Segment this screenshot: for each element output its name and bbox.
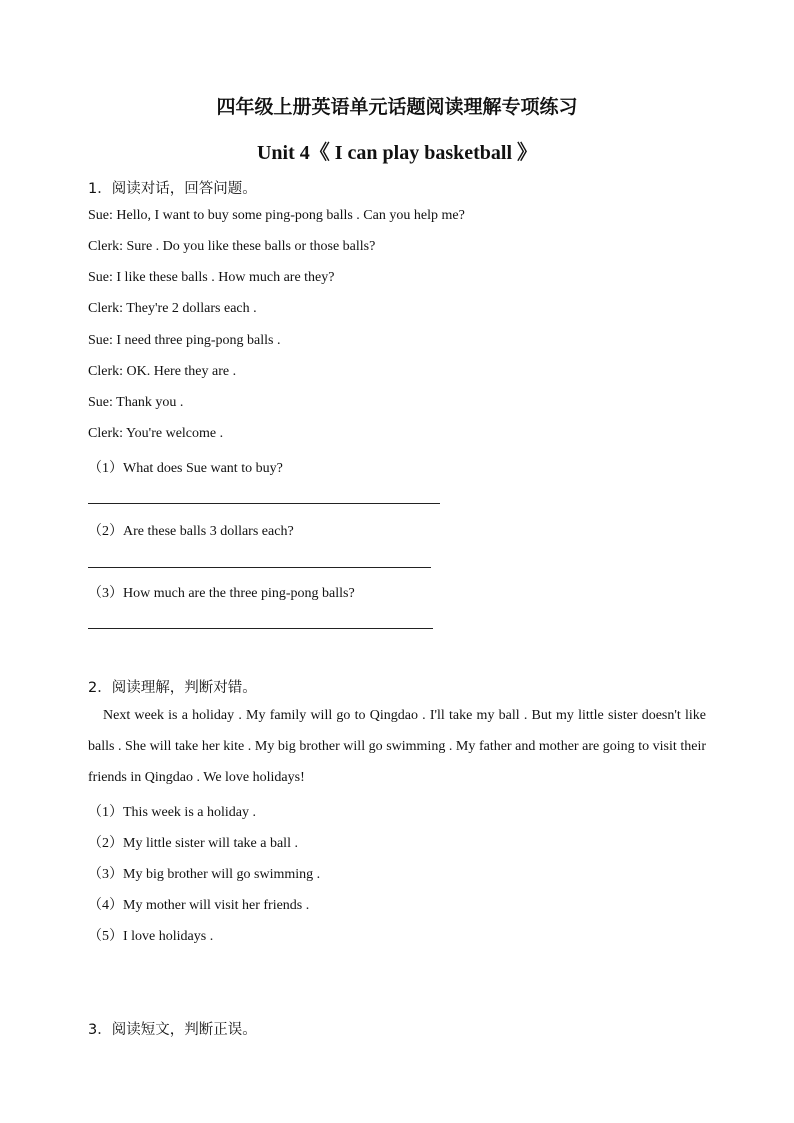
section-2-heading: 2．阅读理解，判断对错。 bbox=[88, 680, 257, 696]
dialogue-line: Clerk: You're welcome . bbox=[88, 426, 224, 441]
unit-title: Unit 4《 I can play basketball 》 bbox=[256, 142, 538, 164]
dialogue-line: Sue: I need three ping-pong balls . bbox=[88, 333, 281, 348]
answer-line-1[interactable] bbox=[88, 503, 440, 504]
question-2: （2）Are these balls 3 dollars each? bbox=[88, 524, 294, 539]
question-1: （1）What does Sue want to buy? bbox=[88, 461, 283, 476]
dialogue-line: Clerk: Sure . Do you like these balls or those balls? bbox=[88, 239, 376, 254]
statement-2: （2）My little sister will take a ball . bbox=[88, 836, 298, 851]
statement-1: （1）This week is a holiday . bbox=[88, 805, 256, 820]
reading-passage: Next week is a holiday . My family will go to Qingdao . I'll take my ball . But my little sister doesn't like balls . She will take her kite . My big brother will go swimming . My father and mother are going to visit their friends in Qingdao . We love holidays! bbox=[88, 708, 706, 785]
dialogue-line: Clerk: OK. Here they are . bbox=[88, 364, 237, 379]
answer-line-3[interactable] bbox=[88, 628, 433, 629]
statement-3: （3）My big brother will go swimming . bbox=[88, 867, 321, 882]
answer-line-2[interactable] bbox=[88, 567, 431, 568]
statement-4: （4）My mother will visit her friends . bbox=[88, 898, 310, 913]
dialogue-line: Sue: Hello, I want to buy some ping-pong balls . Can you help me? bbox=[88, 208, 465, 223]
section-3-heading: 3．阅读短文，判断正误。 bbox=[88, 1022, 257, 1038]
dialogue-line: Clerk: They're 2 dollars each . bbox=[88, 301, 257, 316]
dialogue-line: Sue: Thank you . bbox=[88, 395, 184, 410]
section-1-heading: 1．阅读对话，回答问题。 bbox=[88, 181, 257, 197]
question-3: （3）How much are the three ping-pong balls? bbox=[88, 586, 355, 601]
dialogue-line: Sue: I like these balls . How much are they? bbox=[88, 270, 335, 285]
statement-5: （5）I love holidays . bbox=[88, 929, 214, 944]
worksheet-title: 四年级上册英语单元话题阅读理解专项练习 bbox=[216, 96, 578, 118]
